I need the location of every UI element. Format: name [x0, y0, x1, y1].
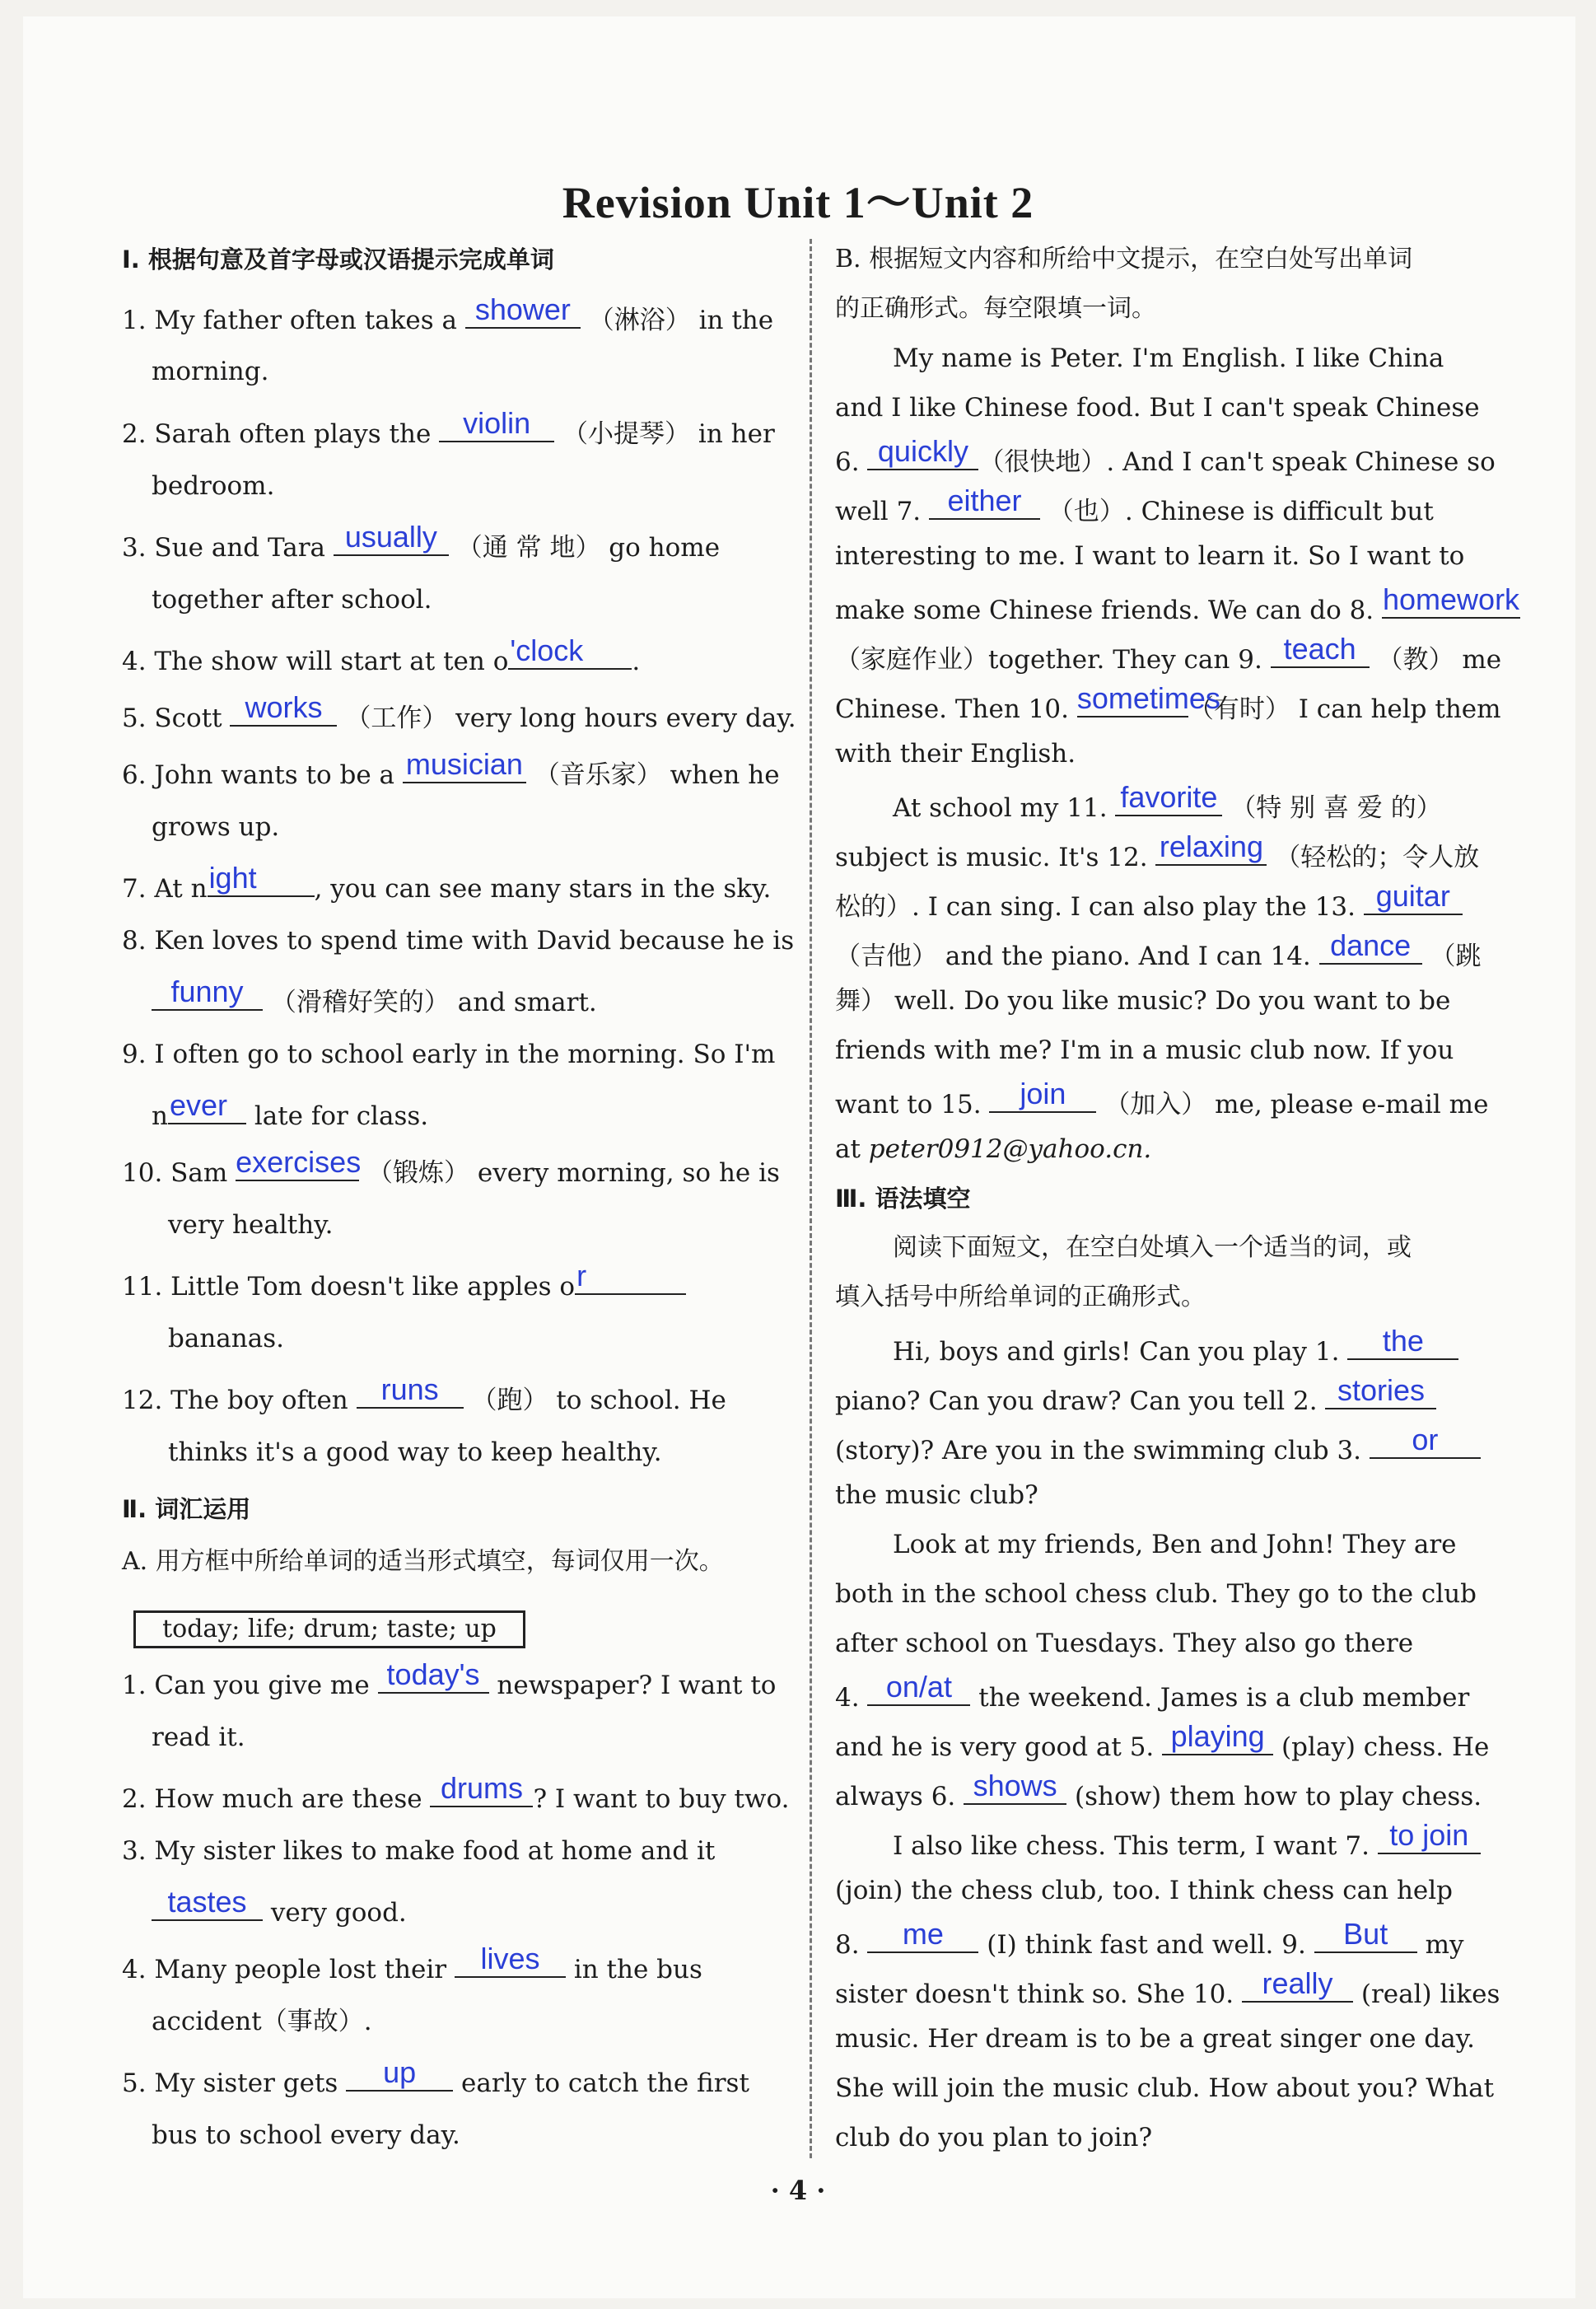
answer-text: exercises [236, 1145, 362, 1179]
grammar-2: piano? Can you draw? Can you tell 2. stories [835, 1380, 1436, 1418]
answer-blank[interactable] [1115, 780, 1222, 816]
page-title: Revision Unit 1～Unit 2 [562, 178, 1034, 227]
answer-blank[interactable] [1370, 1423, 1481, 1459]
question-7: 7. At n ight , you can see many stars in the sky. [122, 861, 772, 904]
answer-blank[interactable] [1242, 1966, 1353, 2003]
question-9: 9. I often go to school early in the morning. So I'm [122, 1040, 776, 1069]
answer-text: tastes [167, 1885, 247, 1919]
answer-text: works [245, 690, 323, 724]
grammar-3: (story)? Are you in the swimming club 3. or [835, 1429, 1481, 1467]
answer-blank[interactable] [346, 2055, 453, 2092]
question-1: 1. My father often takes a shower （淋浴） in the [122, 292, 774, 335]
answer-text: shower [474, 292, 571, 326]
word-box: today; life; drum; taste; up [133, 1610, 525, 1648]
answer-blank[interactable] [357, 1372, 464, 1409]
answer-blank[interactable] [439, 406, 554, 442]
answer-blank[interactable] [403, 747, 526, 783]
grammar-1: Hi, boys and girls! Can you play 1. the [835, 1330, 1458, 1368]
grammar-5: and he is very good at 5. playing (play) chess. He [835, 1719, 1490, 1762]
answer-blank[interactable] [1162, 1719, 1273, 1755]
passage-b-8: make some Chinese friends. We can do 8. homework [835, 582, 1520, 625]
answer-blank[interactable] [152, 1885, 263, 1921]
answer-text: really [1262, 1966, 1333, 2000]
answer-blank[interactable] [867, 434, 978, 470]
passage-b-13: 松的）. I can sing. I can also play the 13. guitar [835, 886, 1463, 923]
answer-text: me [902, 1917, 944, 1951]
answer-blank[interactable] [208, 861, 315, 897]
question-11: 11. Little Tom doesn't like apples o r [122, 1265, 686, 1303]
answer-blank[interactable] [508, 633, 632, 670]
answer-blank[interactable] [334, 520, 449, 556]
answer-blank[interactable] [455, 1942, 566, 1978]
grammar-6: always 6. shows (show) them how to play chess. [835, 1769, 1482, 1811]
answer-blank[interactable] [236, 1145, 362, 1181]
answer-text: on/at [885, 1670, 952, 1704]
answer-text: drums [440, 1771, 523, 1805]
answer-text: guitar [1375, 879, 1450, 913]
answer-blank[interactable] [867, 1917, 978, 1953]
passage-b-14: （吉他） and the piano. And I can 14. dance （跳 [835, 928, 1482, 971]
answer-text: playing [1170, 1719, 1265, 1753]
answer-blank[interactable] [230, 690, 337, 727]
answer-text: dance [1330, 928, 1412, 962]
question-2: 2. Sarah often plays the violin （小提琴） in her [122, 406, 775, 449]
answer-text: teach [1283, 632, 1356, 666]
question-12: 12. The boy often runs （跑） to school. He [122, 1372, 726, 1415]
answer-text: relaxing [1159, 830, 1263, 863]
question-5: 5. Scott works （工作） very long hours every day. [122, 690, 796, 733]
answer-text: shows [973, 1769, 1057, 1802]
answer-text: quickly [877, 434, 968, 468]
answer-blank[interactable] [1325, 1373, 1436, 1409]
answer-text: either [947, 484, 1022, 517]
question-8: 8. Ken loves to spend time with David because he is [122, 926, 795, 956]
grammar-10: sister doesn't think so. She 10. really (real) likes [835, 1966, 1500, 2009]
answer-text: lives [480, 1942, 540, 1975]
answer-blank[interactable] [1271, 632, 1370, 668]
answer-text: violin [463, 406, 531, 440]
answer-text: today's [386, 1657, 480, 1691]
answer-text: ight [208, 861, 257, 895]
answer-text: or [1412, 1423, 1439, 1456]
question-a3: 3. My sister likes to make food at home and it [122, 1836, 716, 1866]
passage-b-9: （家庭作业）together. They can 9. teach （教） me [835, 632, 1502, 675]
answer-text: runs [380, 1372, 439, 1406]
passage-b-15: want to 15. join （加入） me, please e-mail me [835, 1077, 1489, 1119]
answer-text: to join [1389, 1818, 1469, 1852]
question-a1: 1. Can you give me today's newspaper? I want to [122, 1657, 777, 1700]
answer-blank[interactable] [929, 484, 1040, 520]
passage-b-6: 6. quickly （很快地）. And I can't speak Chinese so [835, 434, 1496, 477]
section-2-heading: Ⅱ. 词汇运用 [122, 1495, 251, 1523]
answer-blank[interactable] [575, 1259, 686, 1295]
answer-blank[interactable] [867, 1670, 970, 1706]
answer-text: the [1382, 1324, 1424, 1358]
answer-blank[interactable] [430, 1771, 533, 1807]
grammar-4: 4. on/at the weekend. James is a club member [835, 1670, 1470, 1713]
answer-text: 'clock [510, 633, 584, 667]
section-b-instruction: B. 根据短文内容和所给中文提示，在空白处写出单词 [835, 245, 1413, 273]
answer-blank[interactable] [1364, 879, 1463, 915]
answer-text: favorite [1120, 780, 1218, 814]
answer-blank[interactable] [1076, 681, 1220, 717]
email-address: peter0912@yahoo.cn. [868, 1134, 1152, 1164]
answer-blank[interactable] [465, 292, 581, 329]
answer-blank[interactable] [1319, 928, 1422, 965]
passage-b-11: At school my 11. favorite （特 别 喜 爱 的） [893, 780, 1442, 823]
question-a5: 5. My sister gets up early to catch the first [122, 2055, 749, 2098]
answer-text: join [1020, 1077, 1066, 1110]
section-3-heading: Ⅲ. 语法填空 [835, 1185, 971, 1213]
answer-text: ever [169, 1088, 227, 1122]
section-2a-instruction: A. 用方框中所给单词的适当形式填空，每词仅用一次。 [122, 1547, 724, 1576]
page-number: · 4 · [770, 2175, 826, 2206]
answer-blank[interactable] [168, 1088, 246, 1124]
answer-blank[interactable] [1314, 1917, 1417, 1953]
answer-text: up [383, 2055, 417, 2089]
answer-blank[interactable] [1382, 582, 1520, 619]
question-3: 3. Sue and Tara usually （通 常 地） go home [122, 520, 721, 563]
answer-blank[interactable] [989, 1077, 1096, 1113]
answer-blank[interactable] [1347, 1324, 1458, 1360]
answer-blank[interactable] [1155, 830, 1267, 866]
grammar-8-9: 8. me (I) think fast and well. 9. But my [835, 1917, 1464, 1960]
answer-blank[interactable] [1378, 1818, 1481, 1854]
question-4: 4. The show will start at ten o 'clock . [122, 633, 641, 676]
passage-b-7: well 7. either （也）. Chinese is difficult but [835, 484, 1434, 526]
answer-text: sometimes [1076, 681, 1220, 715]
answer-text: But [1343, 1917, 1388, 1951]
question-6: 6. John wants to be a musician （音乐家） when he [122, 747, 780, 790]
answer-text: stories [1337, 1373, 1425, 1407]
answer-blank[interactable] [964, 1769, 1066, 1805]
question-10: 10. Sam exercises （锻炼） every morning, so he is [122, 1145, 780, 1188]
answer-blank[interactable] [378, 1657, 489, 1694]
answer-text: homework [1383, 582, 1520, 616]
passage-b-10: Chinese. Then 10. sometimes （有时） I can help them [835, 681, 1501, 724]
question-a4: 4. Many people lost their lives in the bus [122, 1942, 702, 1984]
answer-text: musician [405, 747, 523, 781]
grammar-7: I also like chess. This term, I want 7. to join [835, 1825, 1481, 1863]
passage-b-12: subject is music. It's 12. relaxing （轻松的；令人放 [835, 830, 1480, 872]
answer-text: funny [170, 975, 244, 1008]
column-divider [810, 239, 812, 2158]
answer-text: usually [344, 520, 437, 554]
section-1-heading: Ⅰ. 根据句意及首字母或汉语提示完成单词 [122, 245, 554, 273]
answer-blank[interactable] [152, 975, 263, 1011]
answer-text: r [576, 1259, 587, 1292]
question-a2: 2. How much are these drums ? I want to buy two. [122, 1771, 790, 1814]
